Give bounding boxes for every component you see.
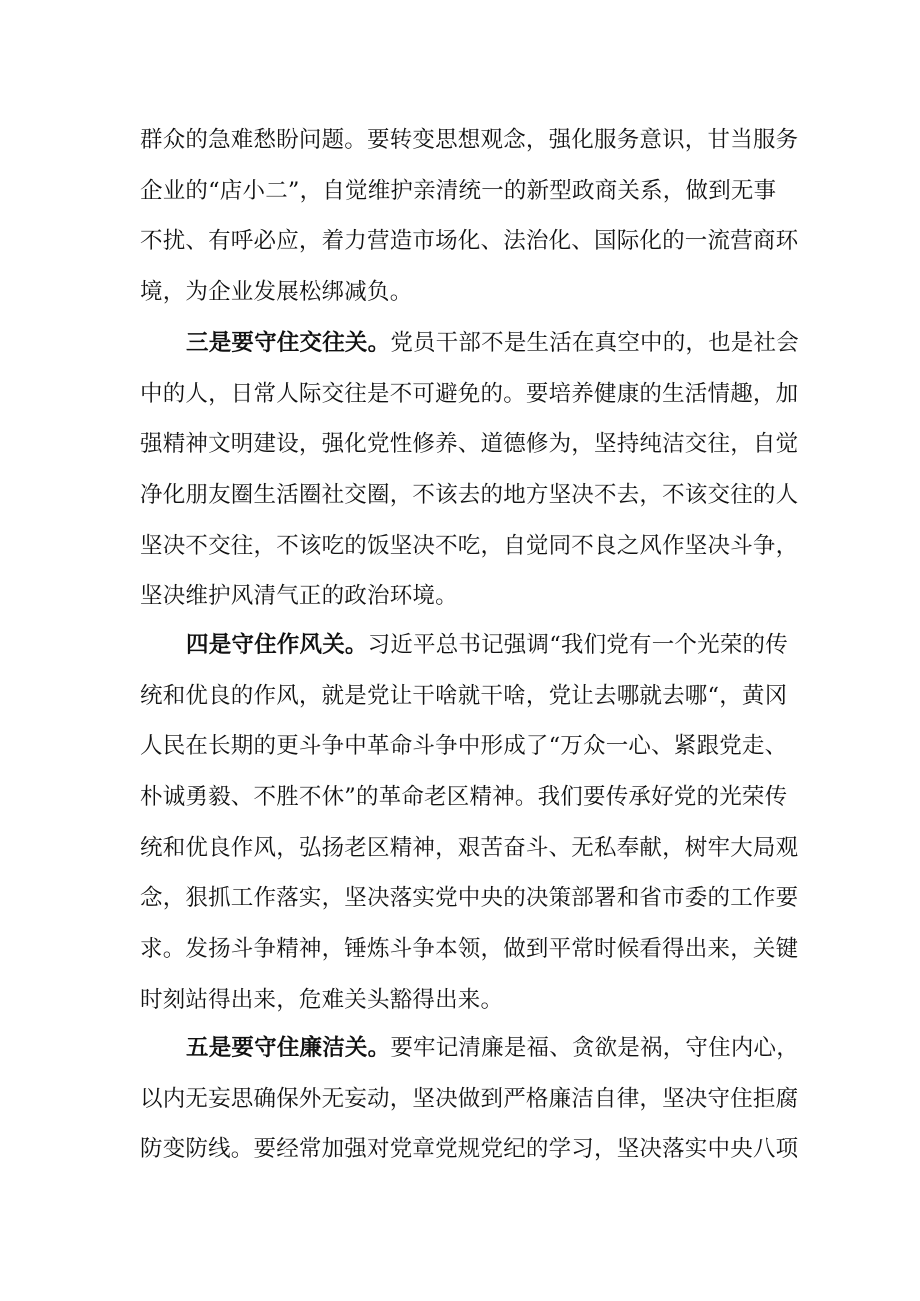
- paragraph-work-style: [140, 620, 799, 1026]
- text-line: 中的人，日常人际交往是不可避免的。要培养健康的生活情趣，加: [140, 380, 799, 407]
- text-line: 群众的急难愁盼问题。要转变思想观念，强化服务意识，甘当服务: [140, 127, 799, 153]
- text-line: 统和优良的作风，就是党让干啥就干啥，党让去哪就去哪“，黄冈: [140, 682, 788, 709]
- text-line: 人民在长期的更斗争中革命斗争中形成了“万众一心、紧跟党走、: [140, 733, 788, 760]
- text-run: 要牢记清廉是福、贪欲是祸，守住内心，: [390, 1035, 799, 1061]
- text-line: 境，为企业发展松绑减负。: [140, 279, 413, 306]
- text-line: 求。发扬斗争精神，锤炼斗争本领，做到平常时候看得出来，关键: [140, 936, 799, 963]
- text-line: [140, 620, 788, 671]
- text-line: 时刻站得出来，危难关头豁得出来。: [140, 986, 504, 1013]
- text-line: 坚决维护风清气正的政治环境。: [140, 583, 458, 610]
- text-line: 企业的“店小二”，自觉维护亲清统一的新型政商关系，做到无事: [140, 177, 777, 204]
- text-line: 不扰、有呼必应，着力营造市场化、法治化、国际化的一流营商环: [140, 228, 799, 255]
- paragraph-integrity: [140, 1023, 799, 1175]
- text-line: 以内无妄思确保外无妄动，坚决做到严格廉洁自律，坚决守住拒腐: [140, 1085, 799, 1112]
- text-line: 念，狠抓工作落实，坚决落实党中央的决策部署和省市委的工作要: [140, 885, 799, 912]
- paragraph-heading: 五是要守住廉洁关。: [186, 1035, 391, 1061]
- text-run: 习近平总书记强调“我们党有一个光荣的传: [367, 632, 788, 658]
- text-line: 坚决不交往，不该吃的饭坚决不吃，自觉同不良之风作坚决斗争，: [140, 532, 799, 559]
- paragraph-heading: 三是要守住交往关。: [186, 330, 391, 356]
- text-line: 强精神文明建设，强化党性修养、道德修为，坚持纯洁交往，自觉: [140, 431, 799, 458]
- paragraph-service-awareness: [140, 115, 799, 318]
- text-line: [140, 1023, 799, 1074]
- paragraph-social-interaction: [140, 318, 799, 622]
- text-line: 统和优良作风，弘扬老区精神，艰苦奋斗、无私奉献，树牢大局观: [140, 834, 799, 861]
- text-line: [140, 318, 799, 369]
- text-run: 党员干部不是生活在真空中的，也是社会: [390, 330, 799, 356]
- text-line: 朴诚勇毅、不胜不休”的革命老区精神。我们要传承好党的光荣传: [140, 784, 788, 811]
- text-line: 净化朋友圈生活圈社交圈，不该去的地方坚决不去，不该交往的人: [140, 482, 799, 509]
- text-line: 防变防线。要经常加强对党章党规党纪的学习，坚决落实中央八项: [140, 1136, 799, 1163]
- paragraph-heading: 四是守住作风关。: [186, 632, 368, 658]
